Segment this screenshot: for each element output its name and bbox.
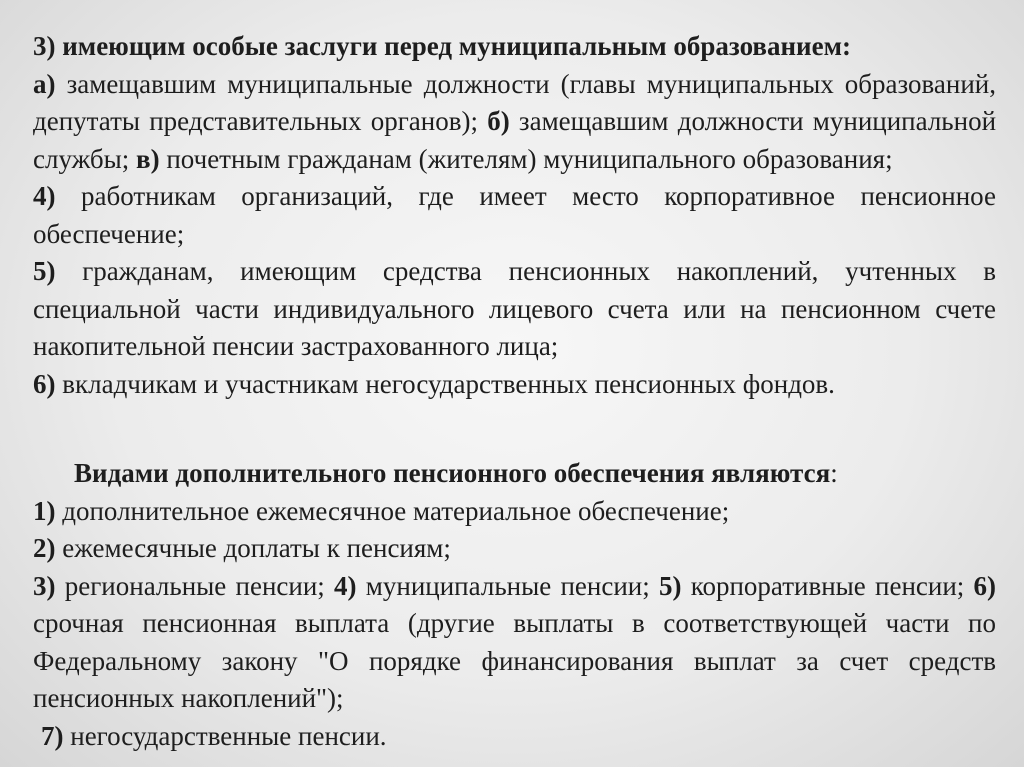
eligible-groups-list [33, 28, 996, 403]
subitem-text-b: замещавшим должности муниципальной службы; [33, 106, 997, 174]
item-text: дополнительное ежемесячное материальное обеспечение; [62, 495, 730, 526]
item-text-4: муниципальные пенсии; [365, 570, 650, 601]
item-number: 7) [41, 720, 64, 751]
list-item-5 [33, 253, 996, 366]
item-number: 2) [33, 533, 56, 563]
item-number: 3) [33, 31, 56, 61]
item-number-5: 5) [658, 570, 682, 601]
subitem-text-a: замещавшим муниципальные должности (главы муниципальных образований, депутаты представительных органов); [33, 68, 996, 136]
item-text-3: региональные пенсии; [64, 570, 325, 601]
subitem-label-b: б) [487, 106, 510, 136]
list-item-6 [33, 366, 996, 404]
item-number: 4) [33, 181, 56, 211]
item-text: негосударственные пенсии. [70, 720, 387, 751]
item-text: имеющим особые заслуги перед муниципальным образованием: [62, 31, 851, 61]
item-number: 6) [33, 368, 56, 399]
item-number-4: 4) [334, 570, 357, 601]
list-item-3-subitems [33, 66, 996, 179]
item-text: ежемесячные доплаты к пенсиям; [62, 533, 451, 563]
item-text: гражданам, имеющим средства пенсионных накоплений, учтенных в специальной части индивидуального лицевого счета или на пенсионном счете накопительной пенсии застрахованного лица; [33, 256, 997, 361]
list-item-1 [33, 493, 996, 531]
heading-text: Видами дополнительного пенсионного обеспечения являются [74, 458, 831, 488]
item-number: 5) [33, 256, 56, 286]
item-text-6: срочная пенсионная выплата (другие выплаты в соответствующей части по Федеральному закону "О порядке финансирования выплат за счет средств пенсионных накоплений"); [33, 608, 996, 713]
subitem-text-v: почетным гражданам (жителям) муниципального образования; [166, 143, 893, 174]
item-text: вкладчикам и участникам негосударственных пенсионных фондов. [62, 368, 835, 399]
list-item-3-to-6 [33, 568, 996, 718]
item-number-3: 3) [33, 570, 56, 601]
item-number-6: 6) [973, 570, 997, 601]
subitem-label-v: в) [136, 143, 160, 174]
pension-types-list [33, 455, 996, 755]
list-item-3 [33, 28, 996, 66]
item-text-5: корпоративные пенсии; [690, 570, 965, 601]
list-item-7 [33, 718, 996, 756]
list-item-2 [33, 530, 996, 568]
heading-colon: : [830, 458, 838, 488]
subitem-label-a: а) [33, 68, 56, 99]
item-number: 1) [33, 495, 56, 526]
list-item-4 [33, 178, 996, 253]
item-text: работникам организаций, где имеет место корпоративное пенсионное обеспечение; [33, 181, 996, 249]
section-heading [33, 455, 996, 493]
